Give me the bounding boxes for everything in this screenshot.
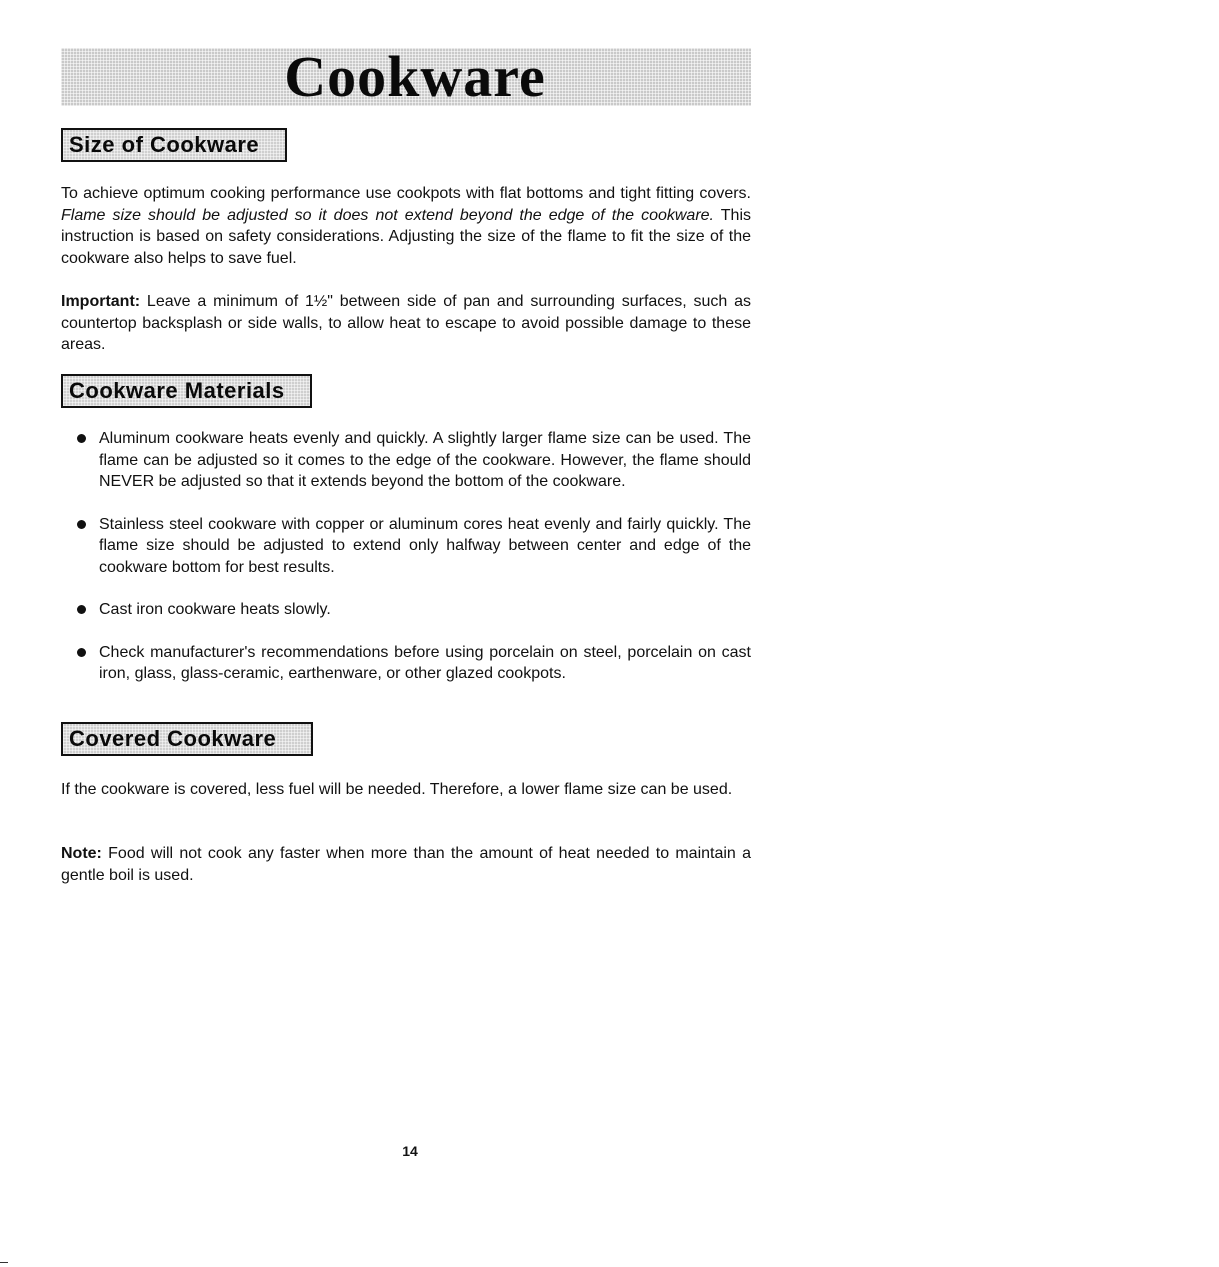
list-item xyxy=(61,428,751,493)
materials-list xyxy=(61,428,751,706)
covered-paragraph: If the cookware is covered, less fuel will be needed. Therefore, a lower flame size can be used. xyxy=(61,781,733,798)
list-item-text: Check manufacturer's recommendations before using porcelain on steel, porcelain on cast iron, glass, glass-ceramic, earthenware, or other glazed cookpots. xyxy=(99,643,751,682)
page-title: Cookware xyxy=(284,44,546,109)
title-banner xyxy=(61,44,751,109)
section-heading-covered-label: Covered Cookware xyxy=(69,726,277,751)
bullet-icon xyxy=(77,520,86,529)
section-heading-covered xyxy=(61,722,313,756)
note-paragraph xyxy=(61,843,751,886)
page-number: 14 xyxy=(402,1143,418,1159)
section-heading-size xyxy=(61,128,287,162)
note-label: Note: xyxy=(61,845,102,862)
list-item xyxy=(61,514,751,579)
list-item xyxy=(61,642,751,685)
list-item-text: Aluminum cookware heats evenly and quickly. A slightly larger flame size can be used. The flame can be adjusted so it comes to the edge of the cookware. However, the flame should NEVER be adjusted so that it extends beyond the bottom of the cookware. xyxy=(99,430,751,490)
list-item-text: Cast iron cookware heats slowly. xyxy=(99,601,331,618)
list-item xyxy=(61,599,751,621)
important-label: Important: xyxy=(61,293,141,310)
important-paragraph xyxy=(61,291,751,356)
size-paragraph-italic: Flame size should be adjusted so it does not extend beyond the edge of the cookware. xyxy=(61,206,714,224)
list-item-text: Stainless steel cookware with copper or aluminum cores heat evenly and fairly quickly. The flame size should be adjusted to extend only halfway between center and edge of the cookware bottom for best results. xyxy=(99,515,751,576)
section-heading-size-label: Size of Cookware xyxy=(69,132,260,157)
size-paragraph-text-a: To achieve optimum cooking performance use cookpots with flat bottoms and tight fitting covers. xyxy=(61,185,751,202)
note-text: Food will not cook any faster when more than the amount of heat needed to maintain a gentle boil is used. xyxy=(61,845,751,884)
corner-mark xyxy=(0,1262,8,1263)
bullet-icon xyxy=(77,605,86,614)
size-paragraph-text-c: This instruction is based on safety considerations. Adjusting the size of the flame to fit the size of the cookware also helps to save fuel. xyxy=(61,206,751,267)
section-heading-materials-label: Cookware Materials xyxy=(69,378,285,403)
bullet-icon xyxy=(77,648,86,657)
bullet-icon xyxy=(77,434,86,443)
size-paragraph xyxy=(61,183,751,269)
important-text: Leave a minimum of 1½" between side of pan and surrounding surfaces, such as countertop backsplash or side walls, to allow heat to escape to avoid possible damage to these areas. xyxy=(61,293,751,353)
section-heading-materials xyxy=(61,374,312,408)
